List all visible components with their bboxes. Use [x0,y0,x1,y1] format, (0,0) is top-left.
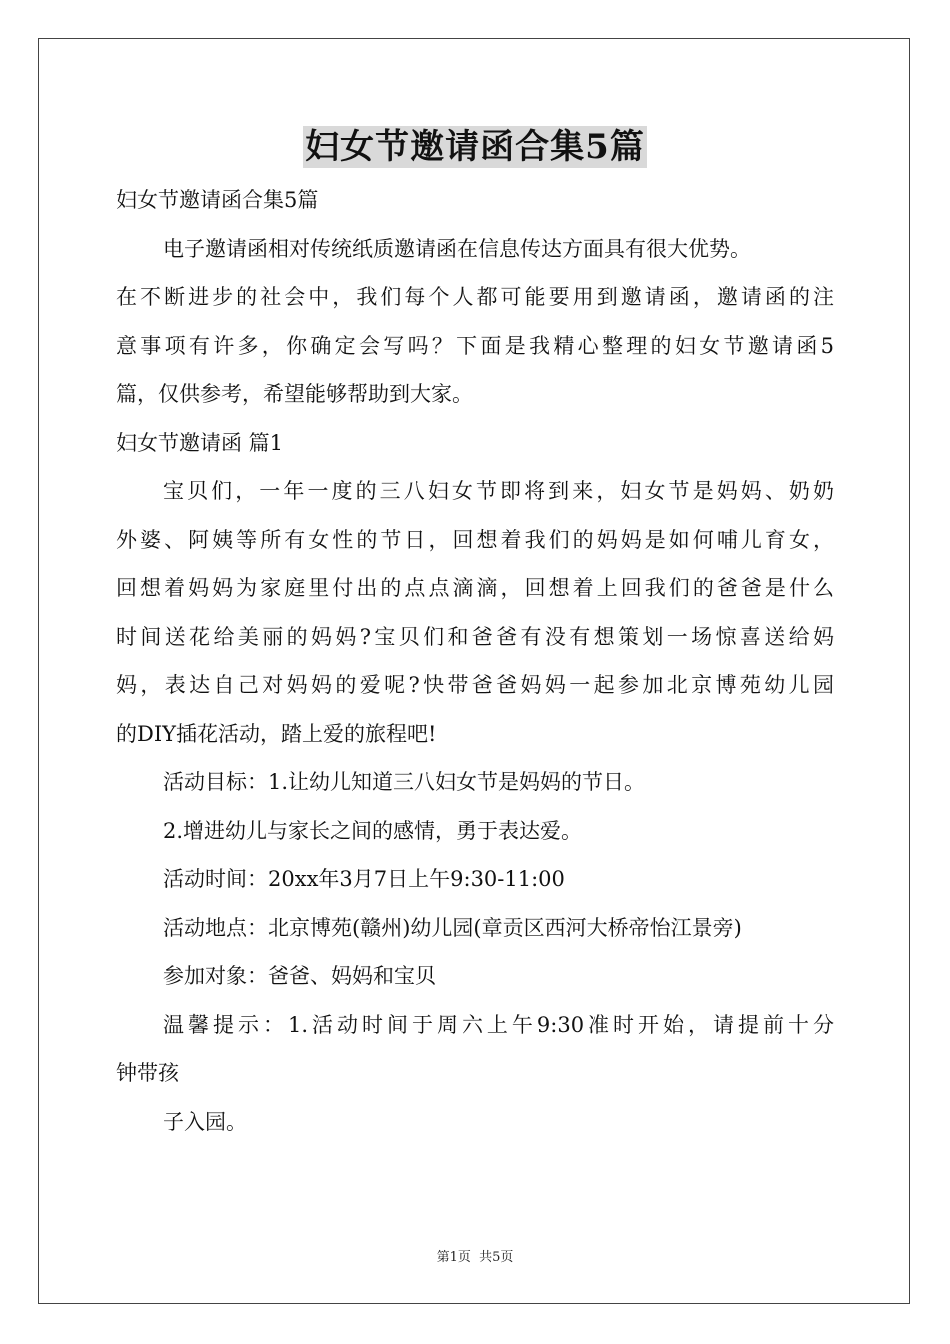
reminder-continued-line: 钟带孩 [116,1061,179,1085]
intro-line-1: 电子邀请函相对传统纸质邀请函在信息传达方面具有很大优势。 [163,236,751,261]
reminder-end-line: 子入园。 [163,1109,247,1134]
title-container [0,126,950,168]
activity-location-line: 活动地点：北京博苑(赣州)幼儿园(章贡区西河大桥帝怡江景旁) [163,915,742,940]
activity-goal-line: 活动目标：1.让幼儿知道三八妇女节是妈妈的节日。 [163,770,646,794]
body-line-1: 宝贝们，一年一度的三八妇女节即将到来，妇女节是妈妈、奶奶 [163,479,834,503]
body-line-4: 时间送花给美丽的妈妈?宝贝们和爸爸有没有想策划一场惊喜送给妈 [116,624,834,649]
subtitle-line: 妇女节邀请函合集5篇 [116,188,319,212]
intro-line-2: 在不断进步的社会中，我们每个人都可能要用到邀请函，邀请函的注 [116,285,834,309]
participants-line: 参加对象：爸爸、妈妈和宝贝 [163,964,436,988]
body-line-5: 妈，表达自己对妈妈的爱呢?快带爸爸妈妈一起参加北京博苑幼儿园 [116,673,834,697]
page-footer: 第1页 共5页 [436,1250,514,1265]
page-title: 妇女节邀请函合集5篇 [305,127,645,167]
activity-time-line: 活动时间：20xx年3月7日上午9:30-11:00 [163,867,565,891]
body-line-3: 回想着妈妈为家庭里付出的点点滴滴，回想着上回我们的爸爸是什么 [116,576,834,600]
reminder-line: 温馨提示：1.活动时间于周六上午9:30准时开始，请提前十分 [163,1012,834,1037]
document-body [116,176,834,1146]
body-line-6: 的DIY插花活动，踏上爱的旅程吧! [116,721,437,746]
section-heading: 妇女节邀请函 篇1 [116,430,284,455]
intro-line-3: 意事项有许多，你确定会写吗？下面是我精心整理的妇女节邀请函5 [116,333,834,358]
activity-goal-2-line: 2.增进幼儿与家长之间的感情，勇于表达爱。 [163,818,583,843]
body-line-2: 外婆、阿姨等所有女性的节日，回想着我们的妈妈是如何哺儿育女， [116,527,834,552]
intro-line-4: 篇，仅供参考，希望能够帮助到大家。 [116,382,473,406]
